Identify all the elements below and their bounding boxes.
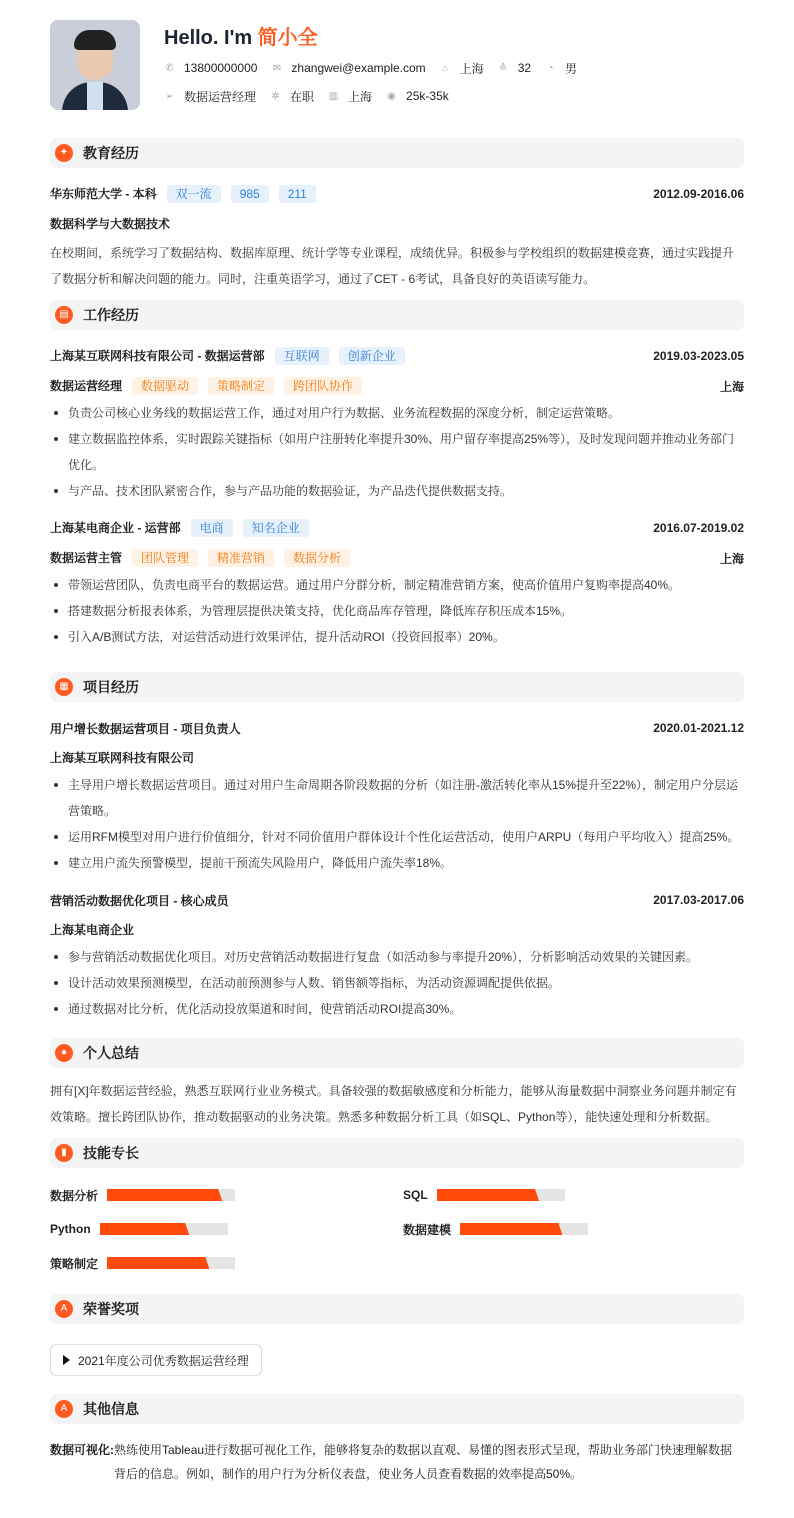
- city: 上海: [719, 551, 744, 566]
- grid-icon: ▦: [55, 678, 73, 696]
- company-tag: 电商: [191, 519, 233, 537]
- bullet-list: [50, 572, 744, 650]
- phone-icon: ✆: [165, 62, 174, 74]
- project-company: 上海某电商企业: [50, 923, 135, 937]
- section-title: 其他信息: [83, 1401, 139, 1417]
- section-summary: [50, 1038, 744, 1068]
- section-title: 工作经历: [83, 307, 139, 323]
- section-title: 项目经历: [83, 679, 139, 695]
- skill-name: 数据分析: [50, 1188, 99, 1203]
- greeting: Hello. I'm 简小全: [164, 27, 318, 49]
- building-icon: ▥: [328, 90, 339, 102]
- skill-bar-fill: [460, 1223, 562, 1235]
- list-item: 主导用户增长数据运营项目。通过对用户生命周期各阶段数据的分析（如注册-激活转化率从15%提升至22%），制定用户分层运营策略。: [50, 772, 744, 824]
- honor-item[interactable]: [50, 1344, 262, 1376]
- list-item: 带领运营团队，负责电商平台的数据运营。通过用户分群分析，制定精准营销方案，使高价值用户复购率提高40%。: [50, 572, 744, 598]
- work-entry: [50, 518, 744, 650]
- skill-bar: [100, 1223, 228, 1235]
- info-text: 在职: [290, 89, 315, 104]
- info-item: [328, 88, 372, 105]
- project-header: [50, 890, 744, 910]
- skill-bar: [437, 1189, 565, 1201]
- age-icon: ≙: [498, 62, 508, 74]
- company-tag: 知名企业: [243, 519, 309, 537]
- list-item: 与产品、技术团队紧密合作，参与产品功能的数据验证，为产品迭代提供数据支持。: [50, 478, 744, 504]
- role-row: [50, 548, 744, 568]
- section-honors: [50, 1294, 744, 1324]
- list-item: 运用RFM模型对用户进行价值细分，针对不同价值用户群体设计个性化运营活动，使用户ARPU（每用户平均收入）提高25%。: [50, 824, 744, 850]
- date: 2020.01-2021.12: [653, 721, 744, 735]
- tag: 双一流: [167, 185, 221, 203]
- role-tag: 策略制定: [208, 377, 274, 395]
- award-icon: A: [55, 1300, 73, 1318]
- project-entry: [50, 718, 744, 876]
- info-item: [440, 60, 484, 77]
- section-skills: [50, 1138, 744, 1168]
- list-item: 参与营销活动数据优化项目。对历史营销活动数据进行复盘（如活动参与率提升20%），分析影响活动效果的关键因素。: [50, 944, 744, 970]
- other-value: 熟练使用Tableau进行数据可视化工作，能够将复杂的数据以直观、易懂的图表形式呈现，帮助业务部门快速理解数据背后的信息。例如，制作的用户行为分析仪表盘，使业务人员查看数据的效率提高50%。: [114, 1443, 733, 1481]
- education-icon: ✦: [55, 144, 73, 162]
- avatar: [50, 20, 140, 110]
- section-work: [50, 300, 744, 330]
- info-item: [164, 88, 256, 105]
- mail-icon: ✉: [272, 62, 282, 74]
- bullet-list: [50, 944, 744, 1022]
- info-item: [270, 88, 314, 105]
- list-item: 引入A/B测试方法，对运营活动进行效果评估，提升活动ROI（投资回报率）20%。: [50, 624, 744, 650]
- skill-name: Python: [50, 1222, 91, 1236]
- status-icon: ✲: [271, 90, 280, 102]
- company: 上海某电商企业 - 运营部: [50, 521, 181, 535]
- skill-item: [50, 1186, 403, 1204]
- info-item: [386, 89, 449, 103]
- section-other: [50, 1394, 744, 1424]
- info-text: 上海: [459, 61, 484, 76]
- list-item: 搭建数据分析报表体系，为管理层提供决策支持，优化商品库存管理，降低库存积压成本15%。: [50, 598, 744, 624]
- user-icon: ●: [55, 1044, 73, 1062]
- project-company: 上海某互联网科技有限公司: [50, 751, 195, 765]
- list-item: 通过数据对比分析，优化活动投放渠道和时间，使营销活动ROI提高30%。: [50, 996, 744, 1022]
- section-title: 技能专长: [83, 1145, 139, 1161]
- info-text: 32: [517, 61, 532, 75]
- info-text: 上海: [348, 89, 373, 104]
- education-desc: 在校期间，系统学习了数据结构、数据库原理、统计学等专业课程，成绩优异。积极参与学校组织的数据建模竞赛，通过实践提升了数据分析和解决问题的能力。同时，注重英语学习，通过了CET - 6考试，具备良好的英语读写能力。: [50, 246, 735, 286]
- role-tag: 数据驱动: [132, 377, 198, 395]
- honor-label: 2021年度公司优秀数据运营经理: [78, 1353, 249, 1368]
- company: 上海某互联网科技有限公司 - 数据运营部: [50, 349, 265, 363]
- list-item: 负责公司核心业务线的数据运营工作，通过对用户行为数据、业务流程数据的深度分析，制定运营策略。: [50, 400, 744, 426]
- work-entry: [50, 346, 744, 504]
- section-projects: [50, 672, 744, 702]
- section-title: 荣誉奖项: [83, 1301, 139, 1317]
- info-icon: A: [55, 1400, 73, 1418]
- role-tag: 团队管理: [132, 549, 198, 567]
- role-tag: 数据分析: [284, 549, 350, 567]
- info-text: zhangwei@example.com: [291, 61, 426, 75]
- list-item: 建立用户流失预警模型，提前干预流失风险用户，降低用户流失率18%。: [50, 850, 744, 876]
- list-item: 设计活动效果预测模型，在活动前预测参与人数、销售额等指标，为活动资源调配提供依据。: [50, 970, 744, 996]
- info-text: 数据运营经理: [184, 89, 257, 104]
- role-tag: 跨团队协作: [284, 377, 362, 395]
- info-item: [164, 61, 257, 75]
- info-item: [271, 61, 425, 75]
- major: 数据科学与大数据技术: [50, 217, 171, 231]
- skill-item: [50, 1254, 403, 1272]
- skill-bar-fill: [107, 1257, 209, 1269]
- info-text: 男: [565, 61, 578, 76]
- info-text: 25k-35k: [406, 89, 449, 103]
- contact-row: [164, 61, 591, 75]
- role-tag: 精准营销: [208, 549, 274, 567]
- skill-item: [403, 1220, 744, 1238]
- skill-bar: [107, 1189, 235, 1201]
- company-tag: 互联网: [275, 347, 329, 365]
- role: 数据运营经理: [50, 379, 123, 393]
- play-icon: [63, 1355, 70, 1365]
- info-item: [545, 60, 577, 77]
- briefcase-icon: ▤: [55, 306, 73, 324]
- skill-bar-fill: [437, 1189, 539, 1201]
- summary-text: 拥有[X]年数据运营经验，熟悉互联网行业业务模式。具备较强的数据敏感度和分析能力，能够从海量数据中洞察业务问题并制定有效策略。擅长跨团队协作，推动数据驱动的业务决策。熟悉多种数据分析工具（如SQL、Python等），能快速处理和分析数据。: [50, 1084, 737, 1124]
- role: 数据运营主管: [50, 551, 123, 565]
- skill-bar: [460, 1223, 588, 1235]
- date: 2017.03-2017.06: [653, 893, 744, 907]
- skill-item: [403, 1186, 744, 1204]
- project-name: 用户增长数据运营项目 - 项目负责人: [50, 721, 241, 736]
- date: 2019.03-2023.05: [653, 349, 744, 363]
- city: 上海: [719, 379, 744, 394]
- tag: 211: [279, 185, 316, 203]
- info-text: 13800000000: [184, 61, 258, 75]
- section-education: [50, 138, 744, 168]
- skill-item: [50, 1220, 403, 1238]
- project-name: 营销活动数据优化项目 - 核心成员: [50, 893, 229, 908]
- list-item: 建立数据监控体系，实时跟踪关键指标（如用户注册转化率提升30%、用户留存率提高25%等），及时发现问题并推动业务部门优化。: [50, 426, 744, 478]
- school: 华东师范大学 - 本科: [50, 187, 157, 201]
- date: 2016.07-2019.02: [653, 521, 744, 535]
- salary-icon: ◉: [387, 90, 396, 102]
- other-key: 数据可视化:: [50, 1443, 114, 1457]
- profile-header: [50, 20, 744, 110]
- gender-icon: ◔: [547, 62, 554, 74]
- bullet-list: [50, 772, 744, 876]
- skill-bar-fill: [107, 1189, 222, 1201]
- skill-name: 数据建模: [403, 1222, 452, 1237]
- job-row: [164, 89, 591, 103]
- tag: 985: [231, 185, 269, 203]
- skill-bar: [107, 1257, 235, 1269]
- project-entry: [50, 890, 744, 1022]
- skill-bar-fill: [100, 1223, 190, 1235]
- bullet-list: [50, 400, 744, 504]
- chart-icon: ▮: [55, 1144, 73, 1162]
- date: 2012.09-2016.06: [653, 187, 744, 201]
- work-header: [50, 346, 744, 366]
- project-header: [50, 718, 744, 738]
- company-tag: 创新企业: [339, 347, 405, 365]
- section-title: 教育经历: [83, 145, 139, 161]
- home-icon: ⌂: [442, 62, 449, 74]
- work-header: [50, 518, 744, 538]
- section-title: 个人总结: [83, 1045, 139, 1061]
- role-row: [50, 376, 744, 396]
- skills-list: [50, 1186, 744, 1272]
- name: 简小全: [257, 27, 318, 49]
- skill-name: 策略制定: [50, 1256, 99, 1271]
- info-item: [498, 61, 531, 75]
- skill-name: SQL: [403, 1188, 428, 1202]
- send-icon: ➢: [165, 90, 174, 102]
